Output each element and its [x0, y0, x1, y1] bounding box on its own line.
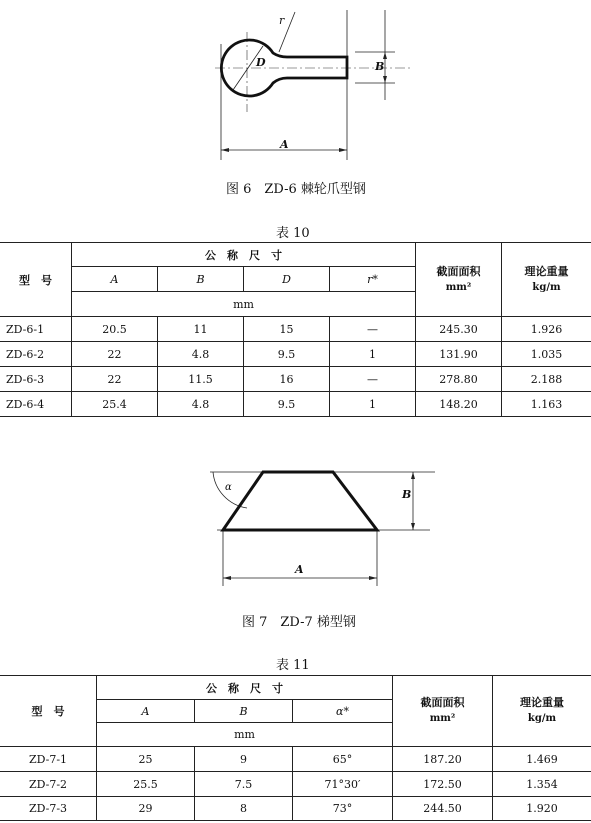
t11-cell: 8 — [195, 797, 293, 821]
t10-cell: 4.8 — [158, 342, 244, 367]
t11-cell: 71°30′ — [293, 772, 393, 797]
t11-cell: 7.5 — [195, 772, 293, 797]
t11-area-label: 截面面积 — [420, 696, 465, 709]
t11-cell: ZD-7-2 — [0, 772, 97, 797]
figure-6-drawing — [195, 0, 425, 170]
fig6-label-r: r — [279, 14, 285, 27]
t11-header-weight — [493, 676, 591, 747]
t11-area-unit: mm² — [429, 713, 456, 724]
t10-cell: 9.5 — [244, 392, 330, 417]
t10-unit-mm: mm — [72, 292, 416, 317]
t11-header-model: 型 号 — [0, 676, 97, 747]
fig6-label-A: A — [280, 138, 289, 151]
t11-cell: 9 — [195, 747, 293, 772]
t10-col-r: r* — [330, 267, 416, 292]
t11-cell: 25.5 — [97, 772, 195, 797]
t11-cell: 1.920 — [493, 797, 591, 821]
table-row — [0, 317, 591, 342]
t11-cell: 29 — [97, 797, 195, 821]
t10-cell: 131.90 — [416, 342, 502, 367]
t10-cell: 1 — [330, 392, 416, 417]
t10-header-weight — [502, 243, 591, 317]
t10-header-area — [416, 243, 502, 317]
t10-weight-unit: kg/m — [532, 281, 561, 293]
t11-cell: 187.20 — [393, 747, 493, 772]
t11-cell: 73° — [293, 797, 393, 821]
t11-weight-unit: kg/m — [527, 713, 557, 724]
t11-cell: ZD-7-3 — [0, 797, 97, 821]
t10-cell: 1 — [330, 342, 416, 367]
fig6-label-D: D — [256, 56, 266, 69]
t10-cell: 25.4 — [72, 392, 158, 417]
t11-cell: 65° — [293, 747, 393, 772]
t10-cell: 278.80 — [416, 367, 502, 392]
table-row — [0, 747, 591, 772]
t11-col-A: A — [97, 700, 195, 723]
t10-cell: 15 — [244, 317, 330, 342]
t10-cell: 11 — [158, 317, 244, 342]
t10-area-unit: mm² — [445, 281, 472, 293]
figure-6-caption: 图 6 ZD-6 棘轮爪型钢 — [226, 182, 366, 197]
fig7-label-B: B — [402, 488, 412, 501]
fig7-label-A: A — [295, 563, 304, 576]
t10-col-D: D — [244, 267, 330, 292]
fig6-label-B: B — [375, 60, 385, 73]
t11-unit-mm: mm — [97, 723, 393, 747]
t11-weight-label: 理论重量 — [520, 696, 564, 709]
table-row — [0, 797, 591, 821]
t10-cell: 22 — [72, 367, 158, 392]
t10-cell: 1.163 — [502, 392, 591, 417]
t10-cell: 4.8 — [158, 392, 244, 417]
figure-7-drawing — [205, 462, 440, 590]
t10-weight-label: 理论重量 — [524, 264, 569, 278]
table-row — [0, 392, 591, 417]
t10-cell: 22 — [72, 342, 158, 367]
t10-header-model: 型 号 — [0, 243, 72, 317]
t10-cell: ZD-6-1 — [0, 317, 72, 342]
t10-cell: 2.188 — [502, 367, 591, 392]
t11-cell: 1.354 — [493, 772, 591, 797]
t11-col-alpha: α* — [293, 700, 393, 723]
table-11-title: 表 11 — [276, 658, 310, 673]
t10-cell: ZD-6-2 — [0, 342, 72, 367]
fig7-label-alpha: α — [225, 482, 232, 493]
figure-7-caption: 图 7 ZD-7 梯型钢 — [242, 615, 356, 630]
t11-header-nominal: 公 称 尺 寸 — [97, 676, 393, 700]
t10-header-nominal: 公 称 尺 寸 — [72, 243, 416, 267]
t10-cell: — — [330, 367, 416, 392]
t10-cell: 16 — [244, 367, 330, 392]
t10-cell: 245.30 — [416, 317, 502, 342]
t10-cell: 148.20 — [416, 392, 502, 417]
t10-cell: 1.926 — [502, 317, 591, 342]
t11-header-area — [393, 676, 493, 747]
t10-cell: 20.5 — [72, 317, 158, 342]
table-11 — [0, 675, 591, 821]
t10-cell: 1.035 — [502, 342, 591, 367]
t11-col-B: B — [195, 700, 293, 723]
table-10-title: 表 10 — [276, 226, 310, 241]
table-10 — [0, 242, 591, 417]
t10-cell: — — [330, 317, 416, 342]
t10-cell: ZD-6-3 — [0, 367, 72, 392]
t10-cell: ZD-6-4 — [0, 392, 72, 417]
t10-cell: 11.5 — [158, 367, 244, 392]
table-row — [0, 772, 591, 797]
t10-col-B: B — [158, 267, 244, 292]
t10-cell: 9.5 — [244, 342, 330, 367]
table-row — [0, 342, 591, 367]
t10-area-label: 截面面积 — [436, 264, 481, 278]
t11-cell: 25 — [97, 747, 195, 772]
table-row — [0, 367, 591, 392]
t11-cell: ZD-7-1 — [0, 747, 97, 772]
t10-col-A: A — [72, 267, 158, 292]
t11-cell: 244.50 — [393, 797, 493, 821]
t11-cell: 172.50 — [393, 772, 493, 797]
t11-cell: 1.469 — [493, 747, 591, 772]
